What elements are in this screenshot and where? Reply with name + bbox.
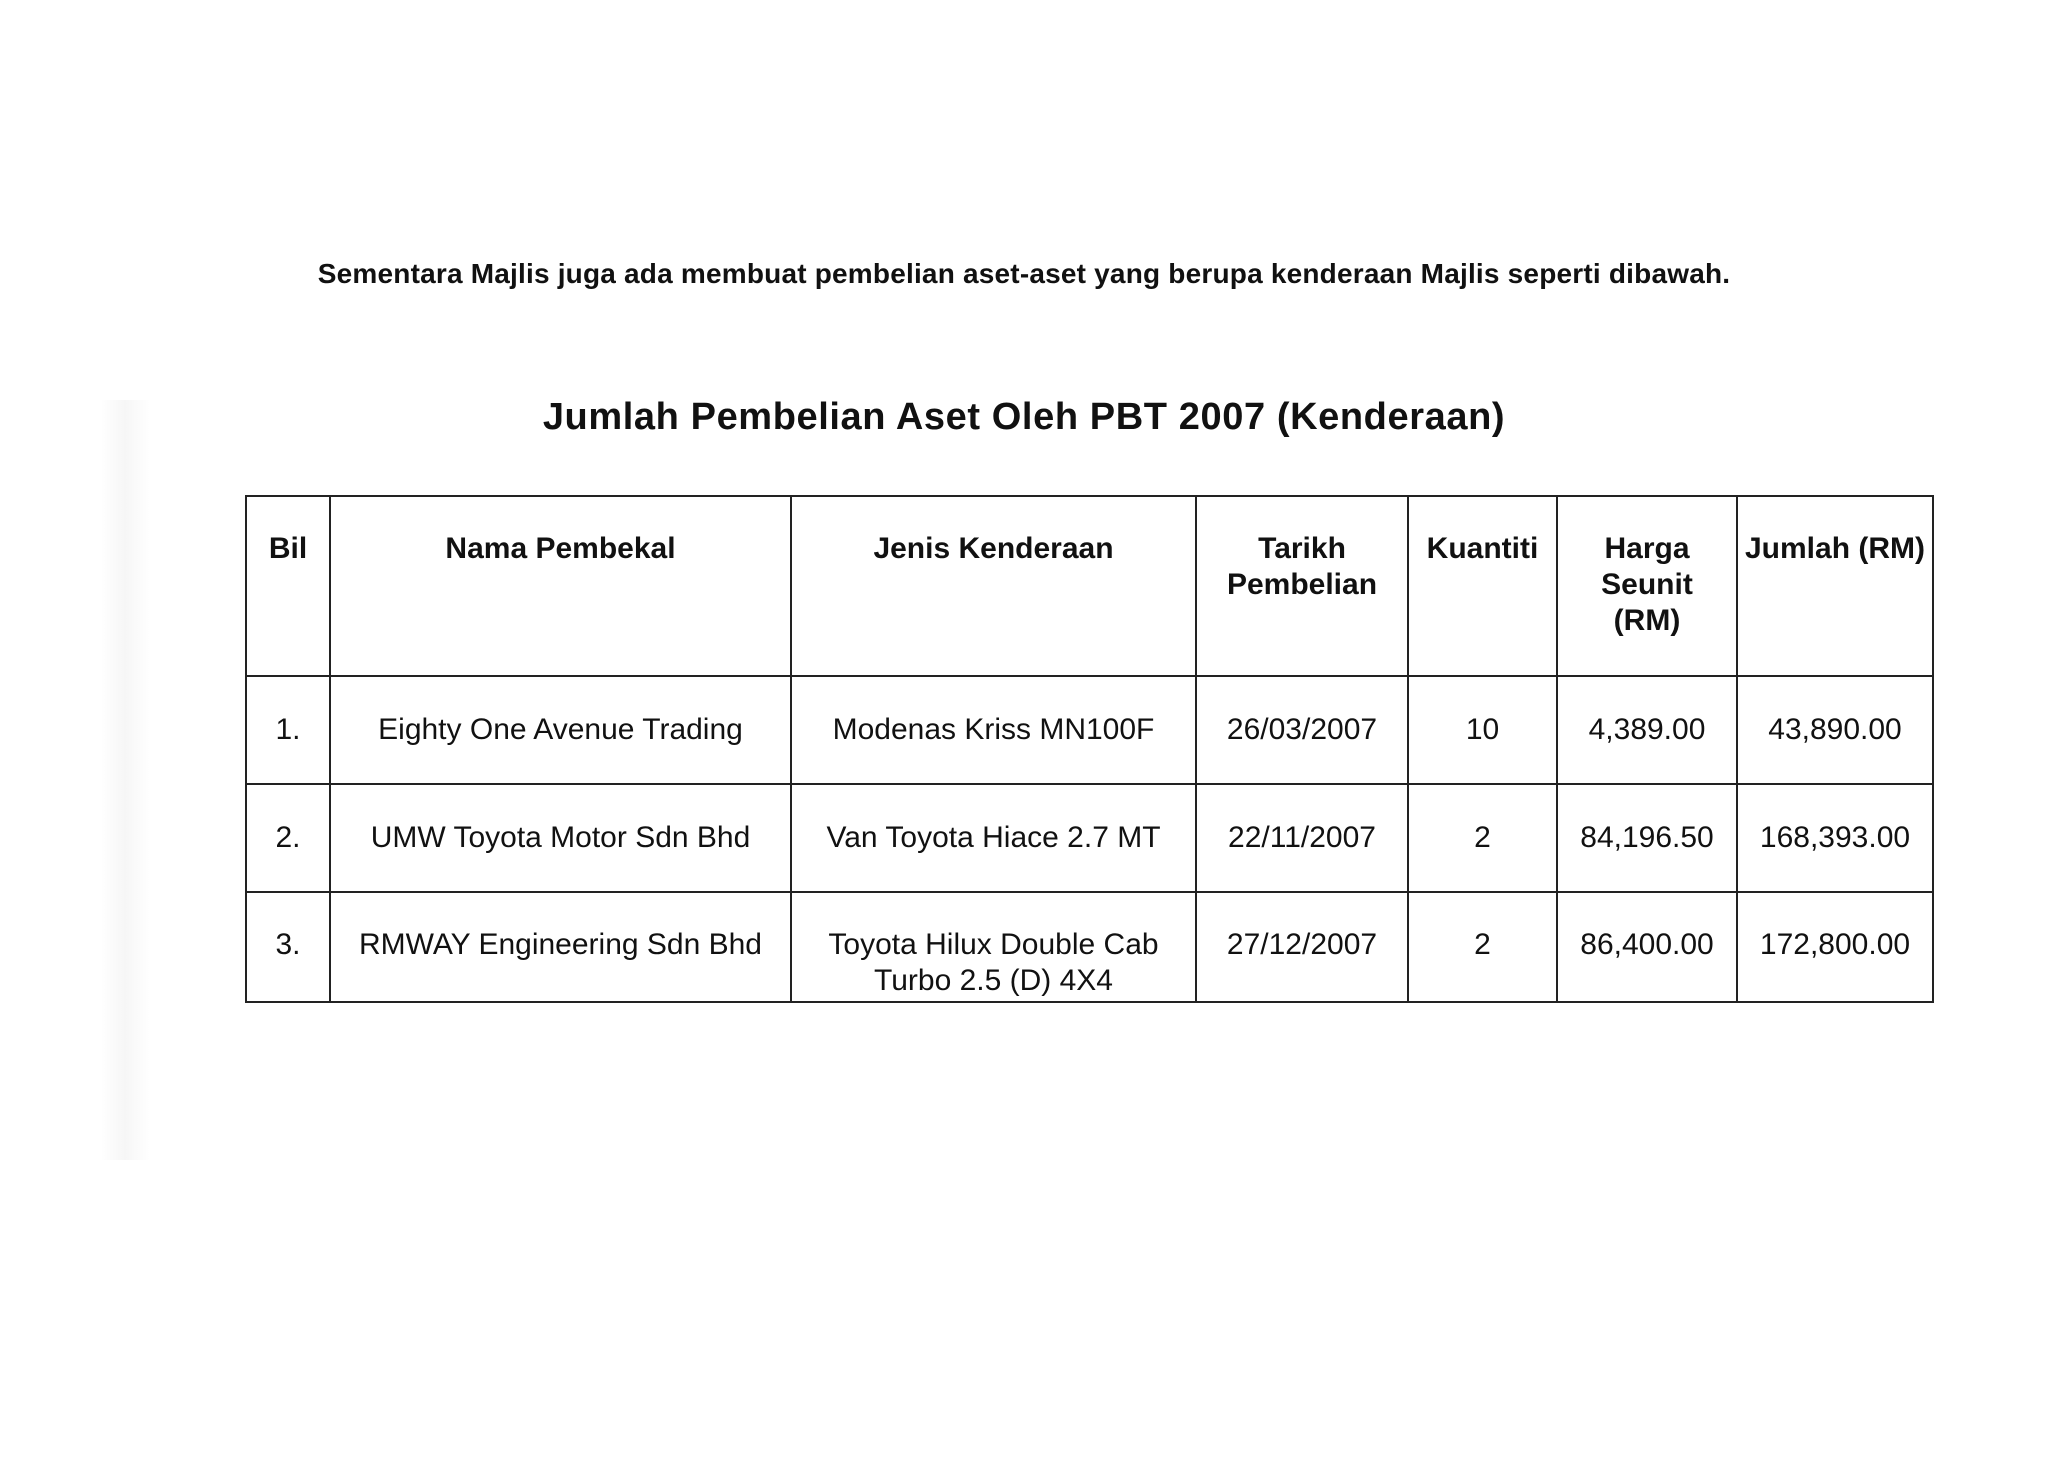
cell-jenis-kenderaan: Modenas Kriss MN100F (791, 676, 1196, 784)
cell-harga-seunit: 4,389.00 (1557, 676, 1737, 784)
cell-harga-seunit: 86,400.00 (1557, 892, 1737, 1002)
cell-nama-pembekal: RMWAY Engineering Sdn Bhd (330, 892, 791, 1002)
cell-kuantiti: 10 (1408, 676, 1557, 784)
header-jenis-kenderaan: Jenis Kenderaan (791, 496, 1196, 676)
cell-nama-pembekal: Eighty One Avenue Trading (330, 676, 791, 784)
cell-bil: 2. (246, 784, 330, 892)
cell-jumlah: 172,800.00 (1737, 892, 1933, 1002)
table-row (246, 784, 1933, 892)
header-bil: Bil (246, 496, 330, 676)
cell-nama-pembekal: UMW Toyota Motor Sdn Bhd (330, 784, 791, 892)
header-kuantiti: Kuantiti (1408, 496, 1557, 676)
cell-harga-seunit: 84,196.50 (1557, 784, 1737, 892)
cell-jenis-kenderaan: Toyota Hilux Double Cab Turbo 2.5 (D) 4X4 (791, 892, 1196, 1002)
table-header-row (246, 496, 1933, 676)
header-jumlah: Jumlah (RM) (1737, 496, 1933, 676)
cell-jenis-kenderaan: Van Toyota Hiace 2.7 MT (791, 784, 1196, 892)
intro-paragraph: Sementara Majlis juga ada membuat pembelian aset-aset yang berupa kenderaan Majlis seperti dibawah. (317, 258, 1731, 289)
scan-shadow (100, 400, 150, 1160)
table-row (246, 676, 1933, 784)
cell-jumlah: 43,890.00 (1737, 676, 1933, 784)
cell-tarikh-pembelian: 26/03/2007 (1196, 676, 1408, 784)
cell-tarikh-pembelian: 22/11/2007 (1196, 784, 1408, 892)
cell-kuantiti: 2 (1408, 892, 1557, 1002)
header-tarikh-pembelian: Tarikh Pembelian (1196, 496, 1408, 676)
cell-bil: 3. (246, 892, 330, 1002)
table-title: Jumlah Pembelian Aset Oleh PBT 2007 (Kenderaan) (542, 396, 1506, 438)
cell-kuantiti: 2 (1408, 784, 1557, 892)
cell-tarikh-pembelian: 27/12/2007 (1196, 892, 1408, 1002)
header-harga-seunit: Harga Seunit (RM) (1557, 496, 1737, 676)
header-nama-pembekal: Nama Pembekal (330, 496, 791, 676)
table-row (246, 892, 1933, 1002)
vehicle-purchase-table (245, 495, 1934, 1003)
cell-bil: 1. (246, 676, 330, 784)
cell-jumlah: 168,393.00 (1737, 784, 1933, 892)
